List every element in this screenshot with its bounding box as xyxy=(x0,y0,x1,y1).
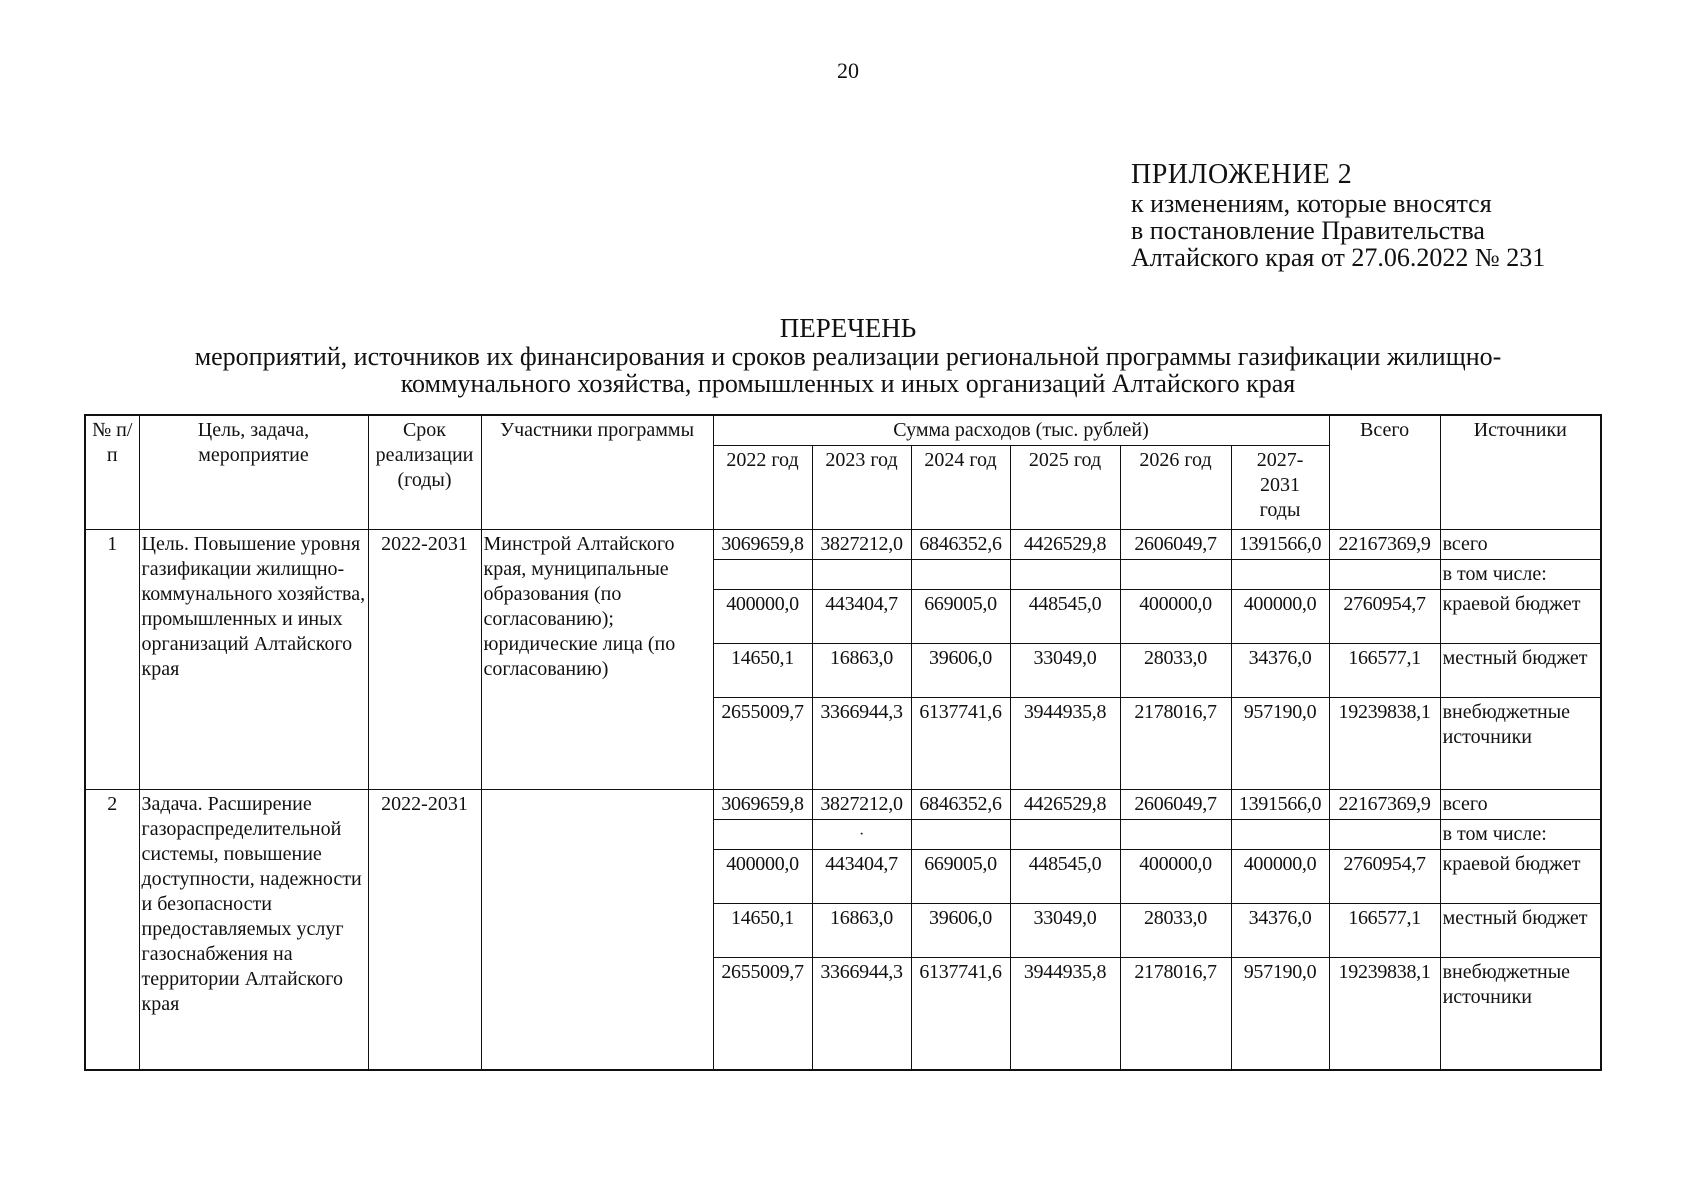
document-subtitle-line: коммунального хозяйства, промышленных и иных организаций Алтайского края xyxy=(400,369,1296,398)
total-cell: 166577,1 xyxy=(1329,904,1440,958)
row-period: 2022-2031 xyxy=(368,790,481,1070)
value-cell: 6137741,6 xyxy=(911,698,1010,790)
row-goal: Цель. Повышение уровня газификации жилищно-коммунального хозяйства, промышленных и иных организаций Алтайского края xyxy=(139,530,368,790)
header-year: 2027-2031 годы xyxy=(1231,446,1329,530)
document-heading: ПЕРЕЧЕНЬ xyxy=(779,313,917,343)
value-cell: 400000,0 xyxy=(1120,590,1231,644)
value-cell xyxy=(713,820,812,850)
total-cell: 22167369,9 xyxy=(1329,790,1440,820)
value-cell: 669005,0 xyxy=(911,590,1010,644)
value-cell: 3827212,0 xyxy=(812,530,911,560)
value-cell: 28033,0 xyxy=(1120,904,1231,958)
value-cell xyxy=(1231,820,1329,850)
value-cell: 2178016,7 xyxy=(1120,698,1231,790)
header-year: 2023 год xyxy=(812,446,911,530)
value-cell: 34376,0 xyxy=(1231,644,1329,698)
value-cell: 6846352,6 xyxy=(911,790,1010,820)
value-cell: 400000,0 xyxy=(1231,850,1329,904)
value-cell: 3069659,8 xyxy=(713,530,812,560)
source-cell: всего xyxy=(1440,790,1601,820)
value-cell xyxy=(1120,820,1231,850)
value-cell: 2655009,7 xyxy=(713,698,812,790)
value-cell: 3366944,3 xyxy=(812,698,911,790)
value-cell: 4426529,8 xyxy=(1010,790,1120,820)
value-cell: 39606,0 xyxy=(911,904,1010,958)
value-cell xyxy=(1231,560,1329,590)
value-cell: 14650,1 xyxy=(713,904,812,958)
value-cell xyxy=(1120,560,1231,590)
value-cell: 2606049,7 xyxy=(1120,790,1231,820)
value-cell: 34376,0 xyxy=(1231,904,1329,958)
value-cell: 400000,0 xyxy=(1120,850,1231,904)
value-cell: 1391566,0 xyxy=(1231,530,1329,560)
header-year: 2022 год xyxy=(713,446,812,530)
total-cell: 19239838,1 xyxy=(1329,958,1440,1070)
source-cell: в том числе: xyxy=(1440,820,1601,850)
appendix-line: к изменениям, которые вносятся xyxy=(1131,189,1492,218)
value-cell: 443404,7 xyxy=(812,850,911,904)
header-goal: Цель, задача, мероприятие xyxy=(139,415,368,530)
total-cell: 22167369,9 xyxy=(1329,530,1440,560)
value-cell xyxy=(713,560,812,590)
value-cell: · xyxy=(812,820,911,850)
value-cell: 33049,0 xyxy=(1010,644,1120,698)
total-cell: 166577,1 xyxy=(1329,644,1440,698)
value-cell: 1391566,0 xyxy=(1231,790,1329,820)
value-cell: 16863,0 xyxy=(812,644,911,698)
value-cell: 2655009,7 xyxy=(713,958,812,1070)
header-period: Срок реализации (годы) xyxy=(368,415,481,530)
header-participants: Участники программы xyxy=(481,415,713,530)
header-expenses: Сумма расходов (тыс. рублей) xyxy=(713,415,1329,446)
header-year: 2025 год xyxy=(1010,446,1120,530)
value-cell: 3944935,8 xyxy=(1010,698,1120,790)
value-cell: 669005,0 xyxy=(911,850,1010,904)
value-cell: 957190,0 xyxy=(1231,958,1329,1070)
value-cell: 3944935,8 xyxy=(1010,958,1120,1070)
value-cell: 443404,7 xyxy=(812,590,911,644)
row-num: 2 xyxy=(85,790,139,1070)
total-cell: 2760954,7 xyxy=(1329,850,1440,904)
value-cell: 3069659,8 xyxy=(713,790,812,820)
value-cell: 448545,0 xyxy=(1010,850,1120,904)
value-cell: 957190,0 xyxy=(1231,698,1329,790)
value-cell: 28033,0 xyxy=(1120,644,1231,698)
appendix-block xyxy=(1131,160,1545,271)
value-cell: 6137741,6 xyxy=(911,958,1010,1070)
table-header xyxy=(85,415,1601,530)
row-participants xyxy=(481,790,713,1070)
header-total: Всего xyxy=(1329,415,1440,530)
value-cell: 6846352,6 xyxy=(911,530,1010,560)
document-title xyxy=(0,313,1696,397)
value-cell xyxy=(1010,820,1120,850)
header-year: 2026 год xyxy=(1120,446,1231,530)
value-cell: 3827212,0 xyxy=(812,790,911,820)
value-cell: 3366944,3 xyxy=(812,958,911,1070)
measures-table xyxy=(84,414,1602,1071)
value-cell xyxy=(812,560,911,590)
row-participants: Минстрой Алтайского края, муниципальные образования (по согласованию); юридические лица (по согласованию) xyxy=(481,530,713,790)
value-cell xyxy=(911,820,1010,850)
total-cell: 2760954,7 xyxy=(1329,590,1440,644)
value-cell: 39606,0 xyxy=(911,644,1010,698)
source-cell: в том числе: xyxy=(1440,560,1601,590)
value-cell: 400000,0 xyxy=(713,850,812,904)
source-cell: местный бюджет xyxy=(1440,904,1601,958)
header-year: 2024 год xyxy=(911,446,1010,530)
appendix-title: ПРИЛОЖЕНИЕ 2 xyxy=(1131,159,1353,190)
total-cell: 19239838,1 xyxy=(1329,698,1440,790)
document-subtitle-line: мероприятий, источников их финансирования и сроков реализации региональной программы газификации жилищно- xyxy=(194,342,1502,371)
source-cell: внебюджетные источники xyxy=(1440,958,1601,1070)
header-num: № п/п xyxy=(85,415,139,530)
appendix-line: в постановление Правительства xyxy=(1131,216,1485,245)
value-cell: 2178016,7 xyxy=(1120,958,1231,1070)
appendix-line: Алтайского края от 27.06.2022 № 231 xyxy=(1131,243,1546,272)
value-cell: 2606049,7 xyxy=(1120,530,1231,560)
source-cell: внебюджетные источники xyxy=(1440,698,1601,790)
value-cell: 16863,0 xyxy=(812,904,911,958)
value-cell: 14650,1 xyxy=(713,644,812,698)
table-row xyxy=(85,790,1601,820)
value-cell xyxy=(911,560,1010,590)
row-goal: Задача. Расширение газораспределительной системы, повышение доступности, надежности и безопасности предоставляемых услуг газоснабжения на территории Алтайского края xyxy=(139,790,368,1070)
row-num: 1 xyxy=(85,530,139,790)
source-cell: краевой бюджет xyxy=(1440,850,1601,904)
value-cell: 400000,0 xyxy=(1231,590,1329,644)
header-sources: Источники xyxy=(1440,415,1601,530)
value-cell: 33049,0 xyxy=(1010,904,1120,958)
table-row xyxy=(85,530,1601,560)
total-cell xyxy=(1329,820,1440,850)
source-cell: местный бюджет xyxy=(1440,644,1601,698)
page-number: 20 xyxy=(837,58,859,83)
value-cell xyxy=(1010,560,1120,590)
total-cell xyxy=(1329,560,1440,590)
value-cell: 448545,0 xyxy=(1010,590,1120,644)
source-cell: всего xyxy=(1440,530,1601,560)
source-cell: краевой бюджет xyxy=(1440,590,1601,644)
value-cell: 4426529,8 xyxy=(1010,530,1120,560)
value-cell: 400000,0 xyxy=(713,590,812,644)
row-period: 2022-2031 xyxy=(368,530,481,790)
